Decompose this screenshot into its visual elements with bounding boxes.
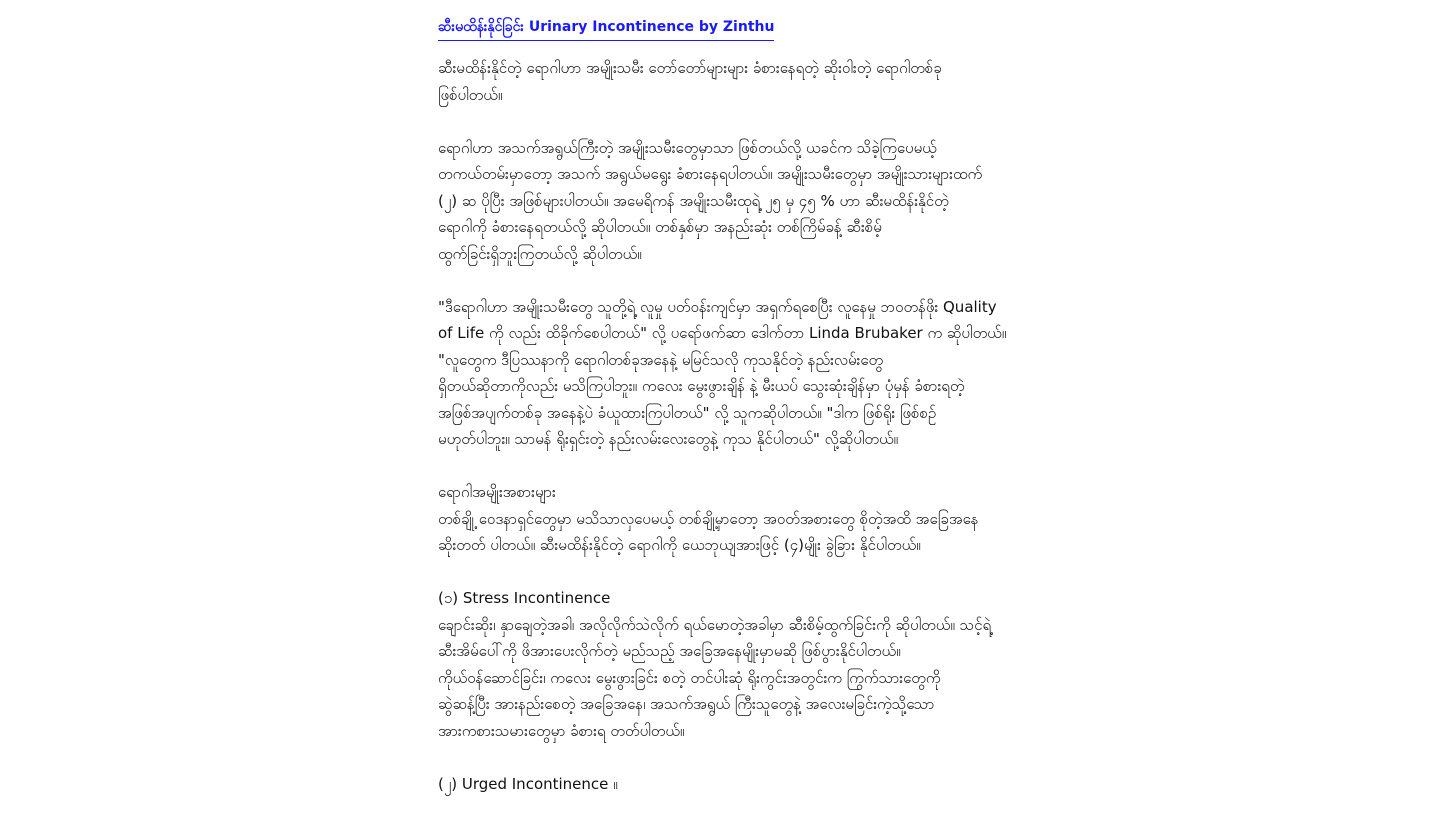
paragraph-stress — [438, 585, 1008, 744]
paragraph-intro — [438, 55, 1008, 108]
text-line: တကယ်တမ်းမှာတော့ အသက် အရွယ်မရွေး ခံစားနေရပါတယ်။ အမျိုးသမီးတွေမှာ အမျိုးသားများထက် — [438, 165, 983, 183]
text-line: ဆိုးတတ် ပါတယ်။ ဆီးမထိန်းနိုင်တဲ့ ရောဂါကို ယေဘုယျအားဖြင့် (၄)မျိုး ခွဲခြား နိုင်ပါတယ်။ — [438, 536, 921, 554]
text-line: of Life ကို လည်း ထိခိုက်စေပါတယ်" လို့ ပရော်ဖက်ဆာ ဒေါက်တာ Linda Brubaker က ဆိုပါတယ်။ — [438, 324, 1007, 342]
section-heading: ရောဂါအမျိုးအစားများ — [438, 483, 556, 501]
text-line: (၂) ဆ ပိုပြီး အဖြစ်များပါတယ်။ အမေရိကန် အမျိုးသမီးထုရဲ့ ၂၅ မှ ၄၅ % ဟာ ဆီးမထိန်းနိုင်တဲ့ — [438, 191, 949, 210]
text-line: ရှိတယ်ဆိုတာကိုလည်း မသိကြပါဘူး။ ကလေး မွေးဖွားချိန် နဲ့ မီးယပ် သွေးဆုံးချိန်မှာ ပုံမှန် ခံစားရတဲ့ — [438, 377, 965, 395]
text-line: ရောဂါကို ခံစားနေရတယ်လို့ ဆိုပါတယ်။ တစ်နှစ်မှာ အနည်းဆုံး တစ်ကြိမ်ခန့် ဆီးစိမ့် — [438, 218, 882, 236]
text-line: ဆီးမထိန်းနိုင်တဲ့ ရောဂါဟာ အမျိုးသမီး တော်တော်များများ ခံစားနေရတဲ့ ဆိုးဝါးတဲ့ ရောဂါတစ်ခု — [438, 59, 942, 77]
article-title-link[interactable]: ဆီးမထိန်းနိုင်ခြင်း Urinary Incontinence by Zinthu — [438, 14, 774, 41]
paragraph-types — [438, 479, 1008, 559]
text-line: မဟုတ်ပါဘူး။ သာမန် ရိုးရှင်းတဲ့ နည်းလမ်းလေးတွေနဲ့ ကုသ နိုင်ပါတယ်" လို့ဆိုပါတယ်။ — [438, 430, 899, 448]
text-line: အားကစားသမားတွေမှာ ခံစားရ တတ်ပါတယ်။ — [438, 721, 685, 740]
section-heading: (၂) Urged Incontinence ။ — [438, 774, 618, 793]
text-line: ချောင်းဆိုး၊ နှာချေတဲ့အခါ၊ အလိုလိုက်သဲလိုက် ရယ်မောတဲ့အခါမှာ ဆီးစိမ့်ထွက်ခြင်းကို ဆိုပါတယ်။ သင့်ရဲ့ — [438, 615, 992, 634]
article — [438, 14, 1008, 824]
text-line: ဆီးအိမ်ပေါ်ကို ဖိအားပေးလိုက်တဲ့ မည်သည့် အခြေအနေမျိုးမှာမဆို ဖြစ်ပွားနိုင်ပါတယ်။ — [438, 642, 901, 660]
section-heading: (၁) Stress Incontinence — [438, 589, 611, 607]
text-line: ဖြစ်ပါတယ်။ — [438, 85, 503, 104]
paragraph-quote — [438, 294, 1008, 453]
text-line: ရောဂါဟာ အသက်အရွယ်ကြီးတဲ့ အမျိုးသမီးတွေမှာသာ ဖြစ်တယ်လို့ ယခင်က သိခဲ့ကြပေမယ့် — [438, 138, 937, 157]
text-line: "ဒီရောဂါဟာ အမျိုးသမီးတွေ သူတို့ရဲ့ လူမှု ပတ်ဝန်းကျင်မှာ အရှက်ရစေပြီး လူနေမှု ဘဝတန်ဖိုး Quality — [438, 297, 997, 316]
text-line: တစ်ချို့ ဝေဒနာရှင်တွေမှာ မသိသာလှပေမယ့် တစ်ချို့မှာတော့ အဝတ်အစားတွေ စိုတဲ့အထိ အခြေအနေ — [438, 509, 979, 528]
text-line: ကိုယ်ဝန်ဆောင်ခြင်း၊ ကလေး မွေးဖွားခြင်း စတဲ့ တင်ပါးဆုံ ရိုးကွင်းအတွင်းက ကြွက်သားတွေကို — [438, 668, 941, 687]
text-line: ထွက်ခြင်းရှိဘူးကြတယ်လို့ ဆိုပါတယ်။ — [438, 244, 642, 263]
paragraph-urged — [438, 771, 1008, 798]
text-line: အဖြစ်အပျက်တစ်ခု အနေနဲ့ပဲ ခံယူထားကြပါတယ်" လို့ သူကဆိုပါတယ်။ "ဒါက ဖြစ်ရိုး ဖြစ်စဉ် — [438, 403, 937, 422]
paragraph-prevalence — [438, 135, 1008, 268]
text-line: "လူတွေက ဒီပြဿနာကို ရောဂါတစ်ခုအနေနဲ့ မမြင်သလို ကုသနိုင်တဲ့ နည်းလမ်းတွေ — [438, 350, 884, 369]
text-line: ဆွဲဆန့်ပြီး အားနည်းစေတဲ့ အခြေအနေ၊ အသက်အရွယ် ကြီးသူတွေနဲ့ အလေးမခြင်းကဲ့သို့သော — [438, 695, 935, 713]
